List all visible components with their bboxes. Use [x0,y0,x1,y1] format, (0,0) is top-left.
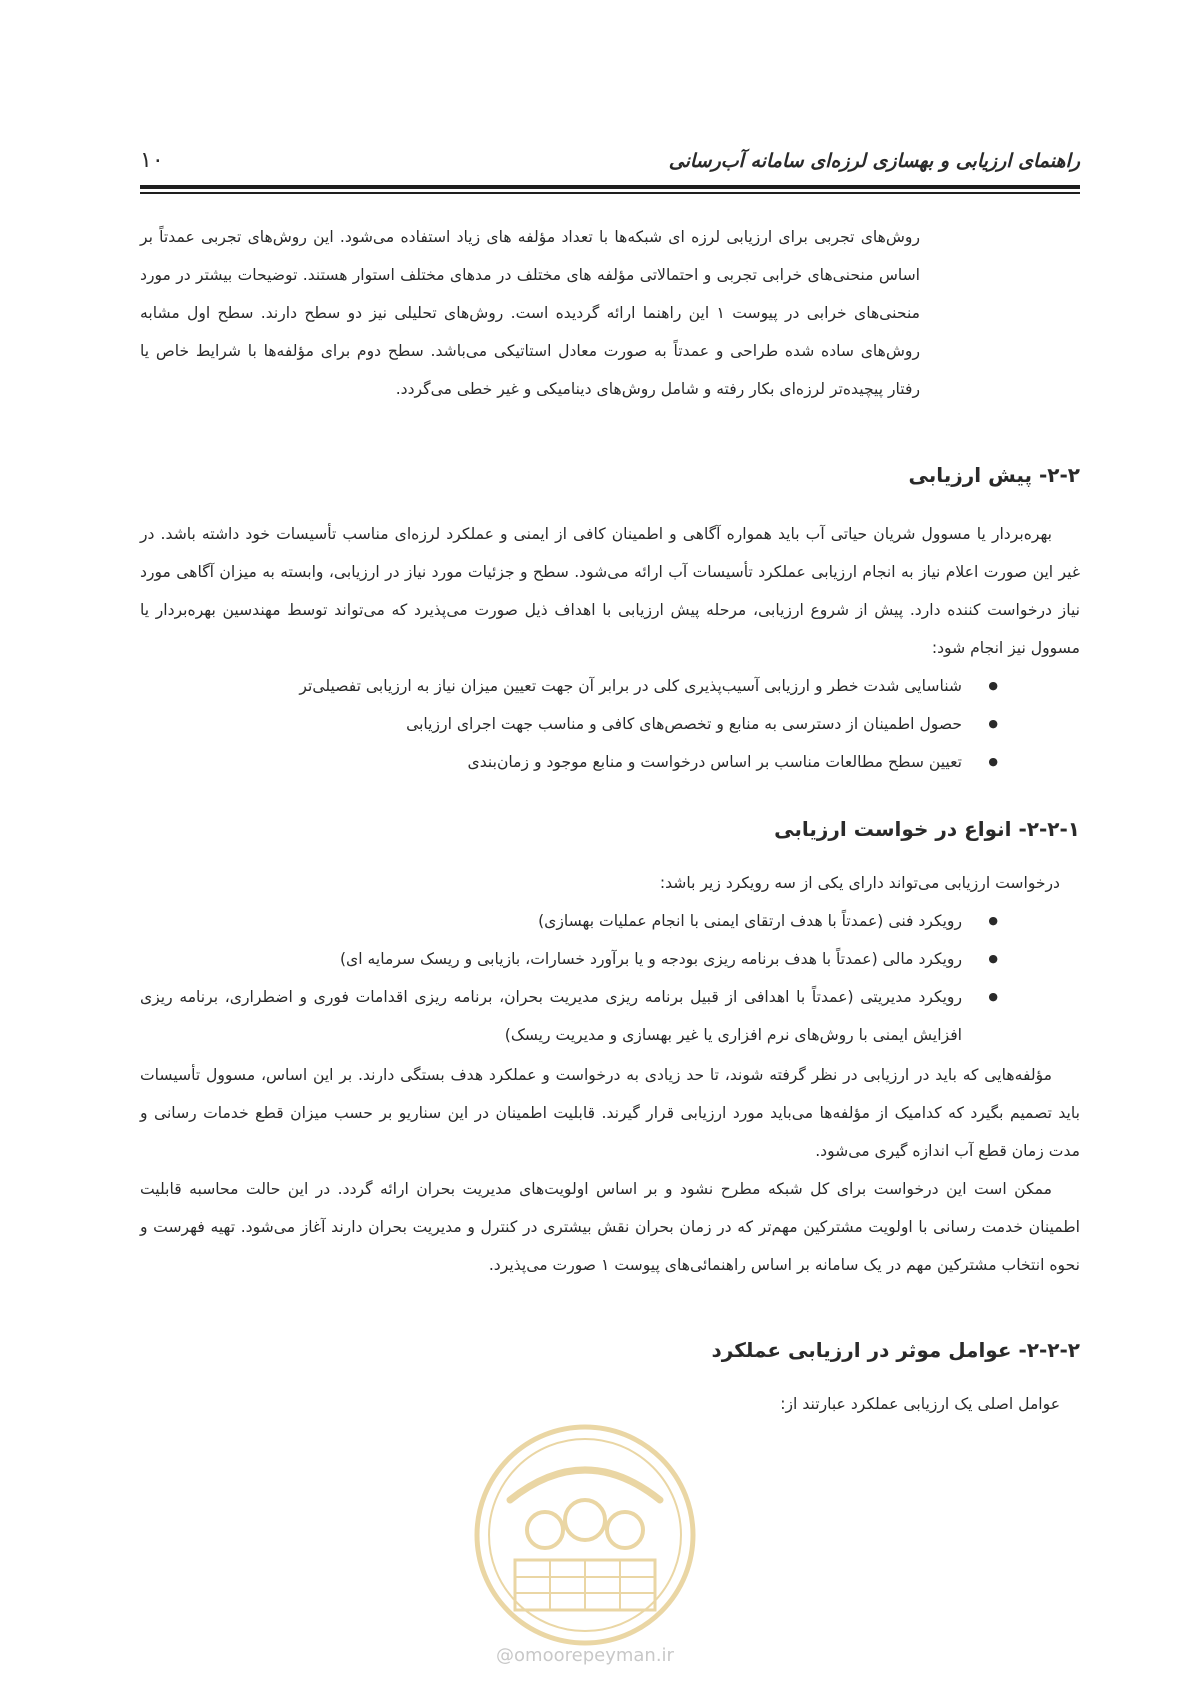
request-types-bullet-list [140,902,1000,1054]
pre-assessment-paragraph: بهره‌بردار یا مسوول شریان حیاتی آب باید همواره آگاهی و اطمینان کافی از ایمنی و عملکرد لرزه‌ای مناسب تأسیسات خود داشته باشد. در غیر این صورت اعلام نیاز به انجام ارزیابی عملکرد تأسیسات آب ارائه می‌شود. سطح و جزئیات مورد نیاز در ارزیابی، وابسته به میزان آگاهی مورد نیاز درخواست کننده دارد. پیش از شروع ارزیابی، مرحله پیش ارزیابی با اهداف ذیل صورت می‌پذیرد که می‌تواند توسط مهندسین بهره‌بردار یا مسوول نیز انجام شود: [140,525,1080,657]
list-item: ● تعیین سطح مطالعات مناسب بر اساس درخواست و منابع موجود و زمان‌بندی [200,743,1000,781]
watermark-url: @omoorepeyman.ir [496,1645,674,1666]
factors-intro: عوامل اصلی یک ارزیابی عملکرد عبارتند از: [780,1395,1060,1413]
page-number: ۱۰ [140,148,164,173]
list-item: ● رویکرد فنی (عمدتاً با هدف ارتقای ایمنی با انجام عملیات بهسازی) [140,902,1000,940]
header-rule-thin [140,192,1080,194]
request-types-intro: درخواست ارزیابی می‌تواند دارای یکی از سه رویکرد زیر باشد: [659,874,1060,892]
intro-paragraph: روش‌های تجربی برای ارزیابی لرزه ای شبکه‌ها با تعداد مؤلفه های زیاد استفاده می‌شود. این روش‌های تجربی عمدتاً بر اساس منحنی‌های خرابی تجربی و احتمالاتی مؤلفه های مختلف در مدهای مختلف استوار هستند. توضیحات بیشتر در مورد منحنی‌های خرابی در پیوست ۱ این راهنما ارائه گردیده است. روش‌های تحلیلی نیز دو سطح دارند. سطح اول مشابه روش‌های ساده شده طراحی و عمدتاً به صورت معادل استاتیکی می‌باشد. سطح دوم برای مؤلفه‌ها با شرایط خاص یا رفتار پیچیده‌تر لرزه‌ای بکار رفته و شامل روش‌های دینامیکی و غیر خطی می‌گردد. [140,228,921,398]
pre-assessment-bullet-list [200,667,1000,781]
list-item: ● شناسایی شدت خطر و ارزیابی آسیب‌پذیری کلی در برابر آن جهت تعیین میزان نیاز به ارزیابی تفصیلی‌تر [200,667,1000,705]
watermark-logo [470,1420,700,1650]
section-request-types-heading: ۲-۲-۱- انواع در خواست ارزیابی [774,817,1080,841]
page-header [140,140,1080,190]
list-item: ● رویکرد مالی (عمدتاً با هدف برنامه ریزی بودجه و یا برآورد خسارات، بازیابی و ریسک سرمایه ای) [140,940,1000,978]
section-factors-heading: ۲-۲-۲- عوامل موثر در ارزیابی عملکرد [711,1338,1080,1362]
list-item: ● رویکرد مدیریتی (عمدتاً با اهدافی از قبیل برنامه ریزی مدیریت بحران، برنامه ریزی اقدامات فوری و اضطراری، برنامه ریزی افزایش ایمنی با روش‌های نرم افزاری یا غیر بهسازی و مدیریت ریسک) [140,978,1000,1054]
running-title: راهنمای ارزیابی و بهسازی لرزه‌ای سامانه آب‌رسانی [668,150,1080,172]
section-pre-assessment-heading: ۲-۲- پیش ارزیابی [908,463,1080,487]
crisis-priority-paragraph: ممکن است این درخواست برای کل شبکه مطرح نشود و بر اساس اولویت‌های مدیریت بحران ارائه گردد. در این حالت محاسبه قابلیت اطمینان خدمت رسانی با اولویت مشترکین مهم‌تر که در زمان بحران نقش بیشتری در کنترل و مدیریت بحران دارند آغاز می‌شود. تهیه فهرست و نحوه انتخاب مشترکین مهم در یک سامانه بر اساس راهنمائی‌های پیوست ۱ صورت می‌پذیرد. [140,1180,1080,1274]
list-item: ● حصول اطمینان از دسترسی به منابع و تخصص‌های کافی و مناسب جهت اجرای ارزیابی [200,705,1000,743]
components-paragraph: مؤلفه‌هایی که باید در ارزیابی در نظر گرفته شوند، تا حد زیادی به درخواست و عملکرد هدف بستگی دارند. بر این اساس، مسوول تأسیسات باید تصمیم بگیرد که کدامیک از مؤلفه‌ها می‌باید مورد ارزیابی قرار گیرند. قابلیت اطمینان در این سناریو بر حسب میزان قطع خدمات رسانی و مدت زمان قطع آب اندازه گیری می‌شود. [140,1066,1080,1160]
header-rule-thick [140,185,1080,189]
